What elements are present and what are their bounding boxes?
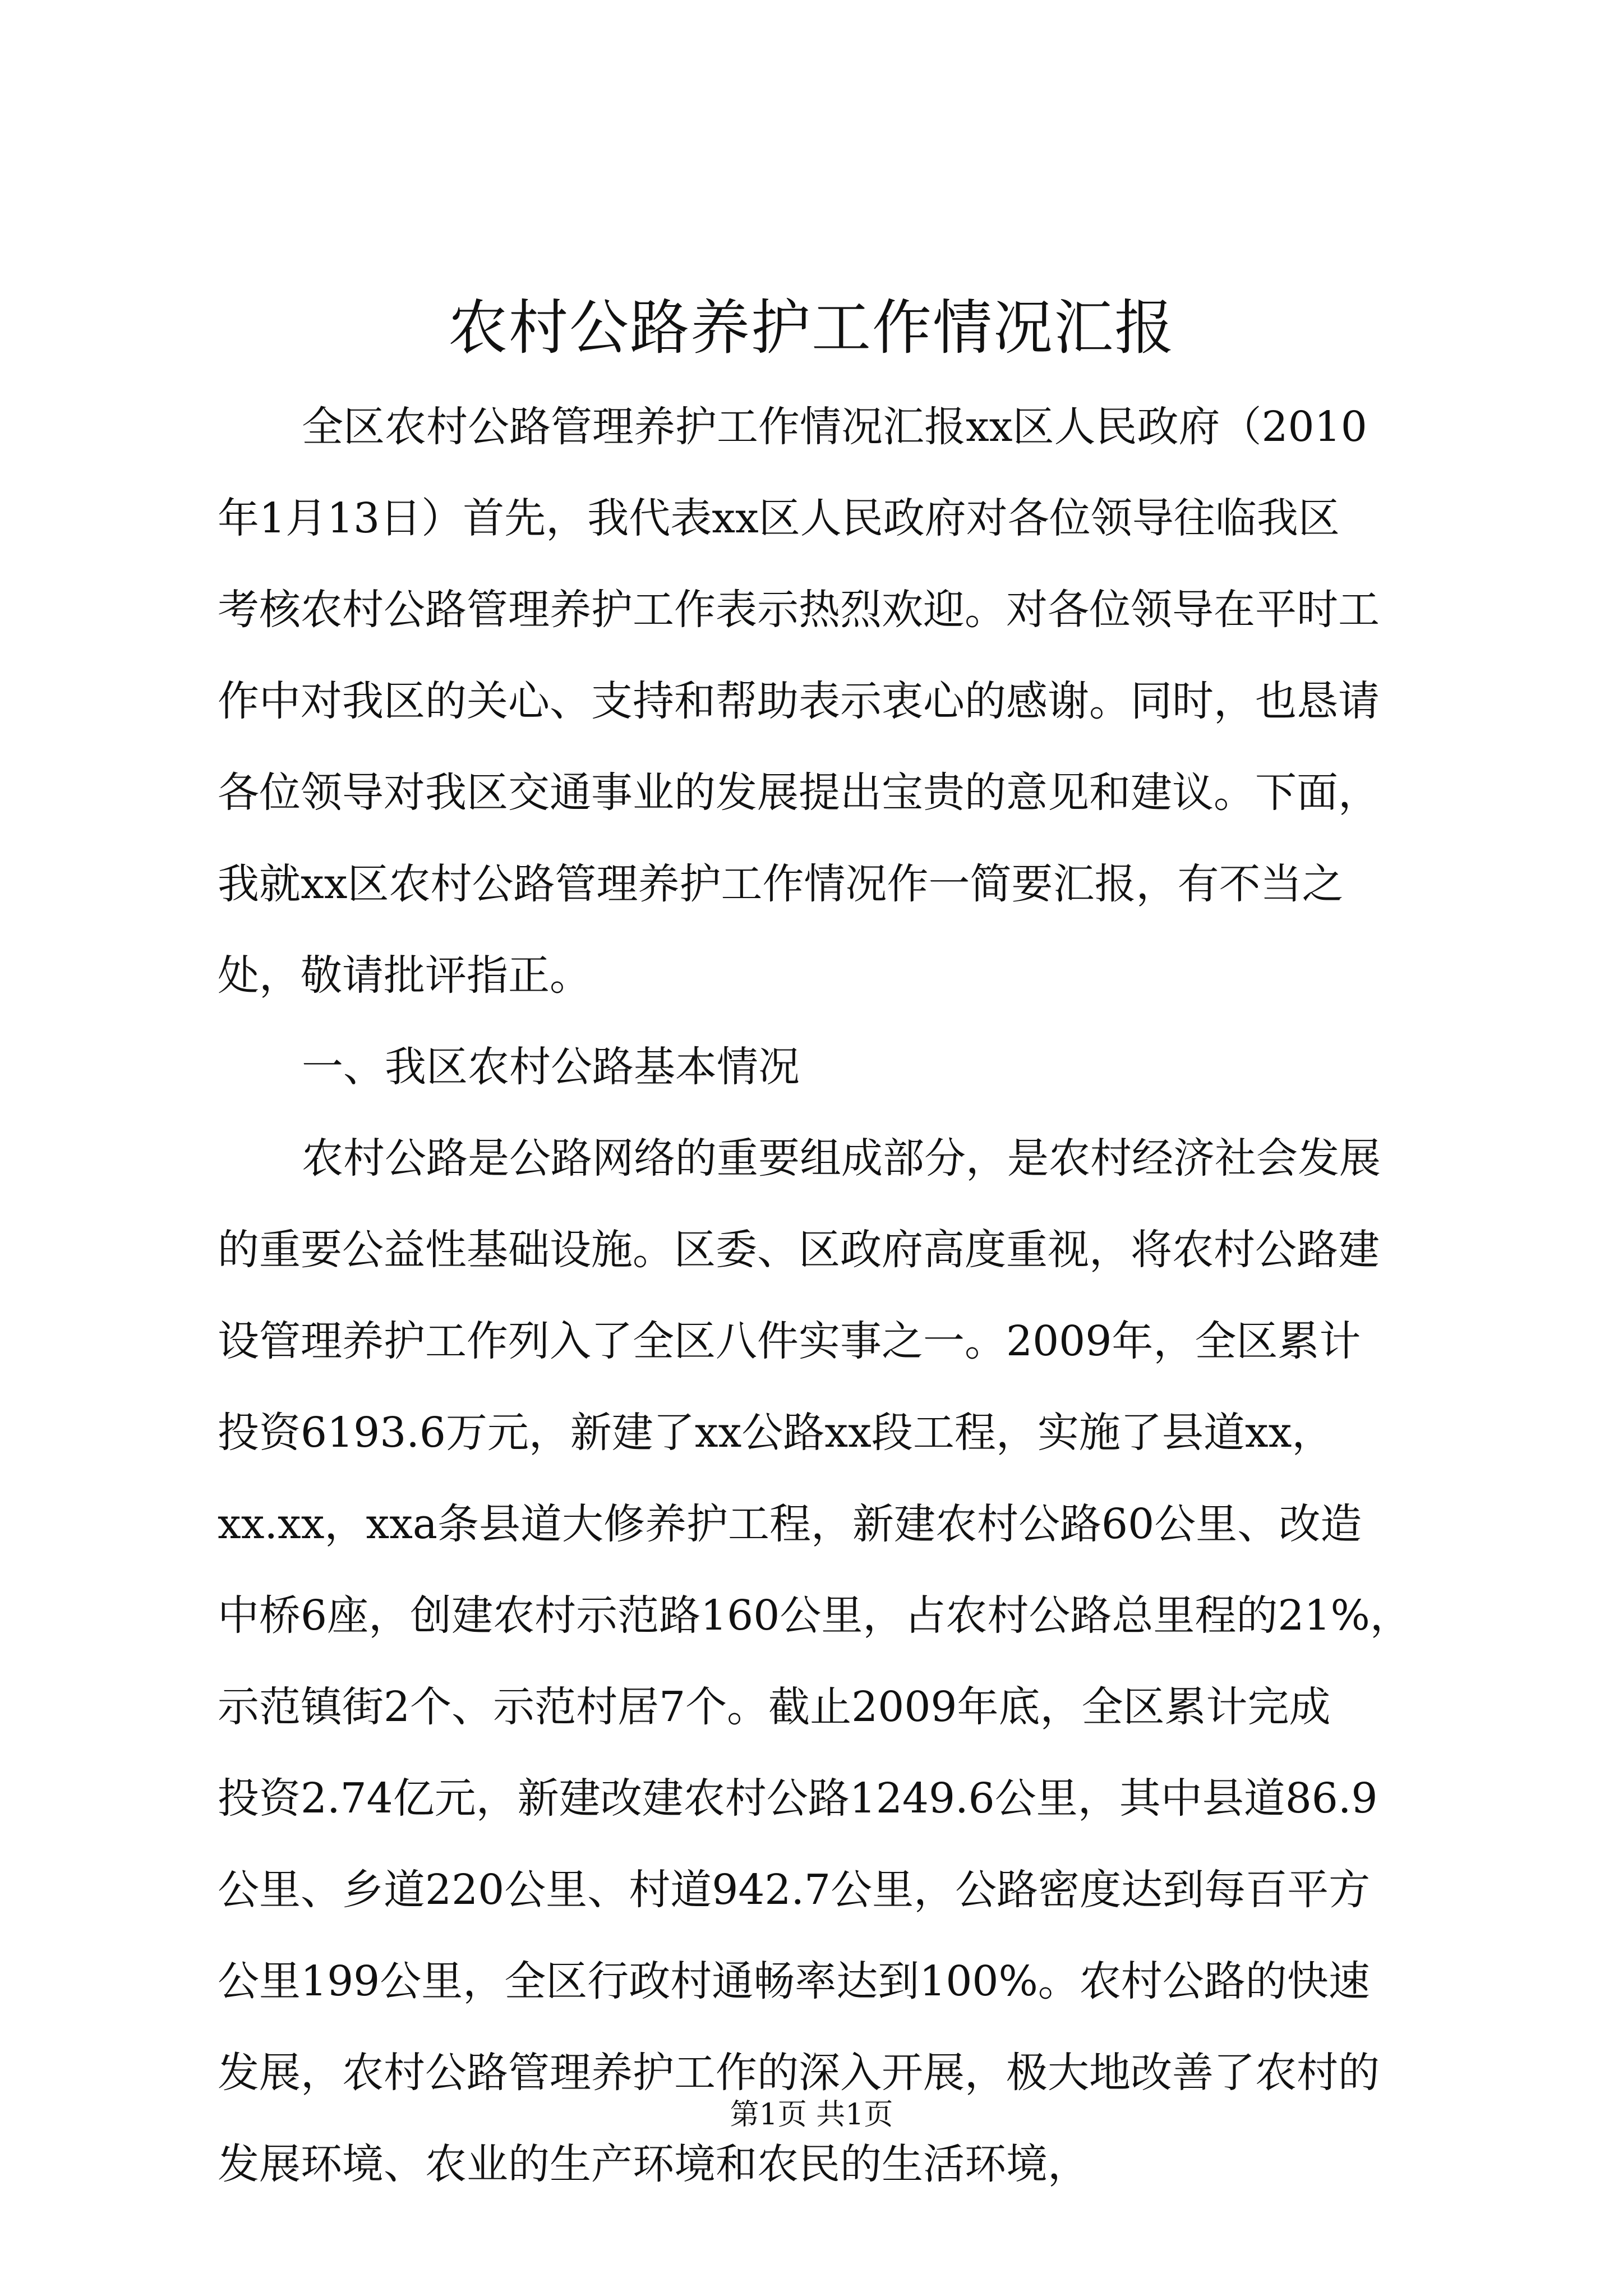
body-line: 考核农村公路管理养护工作表示热烈欢迎。对各位领导在平时工 [218, 586, 1380, 634]
body-line: 处，敬请批评指正。 [218, 951, 591, 1000]
body-line: xx.xx，xxa条县道大修养护工程，新建农村公路60公里、改造 [218, 1500, 1362, 1548]
body-line: 发展环境、农业的生产环境和农民的生活环境， [218, 2140, 1089, 2188]
body-line: 公里、乡道220公里、村道942.7公里，公路密度达到每百平方 [218, 1866, 1371, 1914]
body-line: 设管理养护工作列入了全区八件实事之一。2009年，全区累计 [218, 1317, 1361, 1365]
body-line: 农村公路是公路网络的重要组成部分，是农村经济社会发展 [302, 1134, 1381, 1182]
body-line: 示范镇街2个、示范村居7个。截止2009年底，全区累计完成 [218, 1683, 1331, 1731]
body-line: 投资2.74亿元，新建改建农村公路1249.6公里，其中县道86.9 [218, 1774, 1378, 1823]
body-line: 中桥6座，创建农村示范路160公里，占农村公路总里程的21%， [218, 1591, 1412, 1640]
body-line: 作中对我区的关心、支持和帮助表示衷心的感谢。同时，也恳请 [218, 677, 1380, 725]
document-title: 农村公路养护工作情况汇报 [448, 293, 1175, 362]
body-line: 我就xx区农村公路管理养护工作情况作一简要汇报，有不当之 [218, 860, 1344, 908]
page-footer: 第1页 共1页 [730, 2098, 893, 2132]
body-line: 各位领导对我区交通事业的发展提出宝贵的意见和建议。下面， [218, 769, 1380, 817]
document-body [218, 381, 1468, 2210]
body-line: 发展，农村公路管理养护工作的深入开展，极大地改善了农村的 [218, 2049, 1380, 2097]
body-line: 一、我区农村公路基本情况 [302, 1043, 800, 1091]
body-line: 年1月13日）首先，我代表xx区人民政府对各位领导往临我区 [218, 494, 1340, 542]
body-line: 的重要公益性基础设施。区委、区政府高度重视，将农村公路建 [218, 1226, 1380, 1274]
body-line: 全区农村公路管理养护工作情况汇报xx区人民政府（2010 [302, 403, 1367, 451]
body-line: 公里199公里，全区行政村通畅率达到100%。农村公路的快速 [218, 1957, 1370, 2005]
body-line: 投资6193.6万元，新建了xx公路xx段工程，实施了县道xx， [218, 1409, 1334, 1457]
